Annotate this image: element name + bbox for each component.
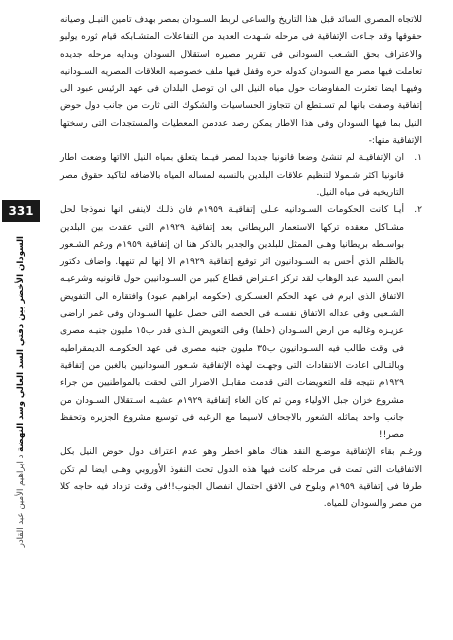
author-name: ابراهيم الأمين عبد القادر bbox=[16, 461, 26, 548]
main-text-column bbox=[60, 12, 422, 514]
closing-paragraph: ورغـم بقاء الإتفاقية موضـع النقد هناك ماهو اخطر وهو عدم اعتراف دول حوض النيل بكل الاتفاقيات التى تمت فى مرحله كانت فيها هذه الدول تحت النفوذ الأوروبي وهـى ايضا لم تكن طرفا فى إتفاقية ١٩٥٩م وبلوح فى الافق احتمال انفصال الجنوب!!فى وقت تزداد فيه حاجه كلا من مصر والسودان للمياه. bbox=[60, 447, 422, 510]
list-item-text: أيـا كانت الحكومات السـودانيه عـلى إتفاقيـة ١٩٥٩م فان ذلـك لاينفى انها نموذجا لحل مشـاكل معقده تركها الاستعمار البريطانى بعد إتفاقية ١٩٢٩م التى عقدت بين البلدين بواسـطه بريطانيا وهـى الممثل للبلدين والجدير بالذكر هنا ان إتفاقية ١٩٥٩م ورغم الشـعور بالظلم الذي أحس به السـودانيون اثر توقيع إتفاقية ١٩٢٩م الا إنها لم تنهها. واضاف دكتور ابمن السيد عبد الوهاب لقد تركز اعـتراض قطاع كبير من السـودانيين حول قانونيه وشرعيـه الاتفاق الذى ابرم فى عهد الحكم العسـكرى (حكومه ابراهيم عبود) وافتقاره الى التفويض الشـعبى وفى عداله الاتفاق نفسـه فى الحصه التى حصل عليها السـودان وفى غمر اراضى عزيـزه وغاليه من ارض السـودان (حلفا) وفى التعويض الـذى قدر ب١٥ مليون جنيـه مصرى فى وقت طالب فيه السـودانيون ب٣٥ مليون جنيه مصرى فى عهد الحكومـه الديمقراطيه وبالتـالى اعادت الانتقادات التى وجهـت لهذه الإتفاقية شـعور السودانيين بالغبن من إتفاقية ١٩٢٩م نتيجه قله التعويضات التى قدمت مقابـل الاضرار التى لحقت بالمواطنيين من جراء مشروع خزان جبل الاولياء ومن ثم كان الغاء إتفاقية ١٩٢٩م عشيـه اسـتقلال السـودان من جانب واحد يماثله الشعور بالاجحاف لاسيما مع الرغبه فى توسيع مشروع الجزيره وتحفظ مصر!! bbox=[60, 205, 404, 441]
book-title: السودان الأخضر بين دفتي السد العالي وسد النهضة bbox=[16, 236, 26, 452]
list-item-2 bbox=[60, 202, 422, 444]
intro-paragraph: للاتجاه المصرى السائد قبل هذا التاريخ والساعى لربط السـودان بمصر بهدف تامين النيـل وصيانه حقوقها وقد جـاءت الإتفاقية فى مرحله شـهدت العديد من التفاعلات المتشـابكه قيام ثوره يوليو والاعتراف بحق الشـعب السودانى فى تقرير مصيره استقلال السودان وبدايه مرحله جديده تعاملت فيها مصر مع السودان كدوله حره وقفل فيها ملف خصوصيه العلاقات المصريه السـودانيه وفيهـا ايضا تعثرت المفاوضات حول مياه النيل الى ان توصل البلدان فى عهد الرئيس عبود الى إتفاقية وصفت بانها لم تسـتطع ان تتجاوز الحساسيات والشكوك التى ثارت من جانب دول حوض النيل بما فيها السودان وفى هذا الاطار يمكن رصد عددمن المعطيات والمستجدات التى رسختها الإتفاقية منها:- bbox=[60, 15, 422, 147]
list-item-text: ان الإتفاقيـة لم تنشئ وضعا قانونيا جديدا لمصر فيـما يتعلق بمياه النيل الااتها وضعت اطار قانونيا اكثر شـمولا لتنظيم علاقات البلدين بالنسبه لمساله المياه بالاضافه لتاكيد حقوق مصر التاريخيه فى مياه النيل. bbox=[60, 153, 404, 198]
list-item-number: ٢. bbox=[414, 205, 422, 216]
page-number: 331 bbox=[2, 200, 40, 222]
list-item-1 bbox=[60, 150, 422, 202]
list-item-number: ١. bbox=[414, 153, 422, 164]
author-prefix: د bbox=[16, 454, 26, 459]
side-running-head bbox=[2, 236, 40, 636]
